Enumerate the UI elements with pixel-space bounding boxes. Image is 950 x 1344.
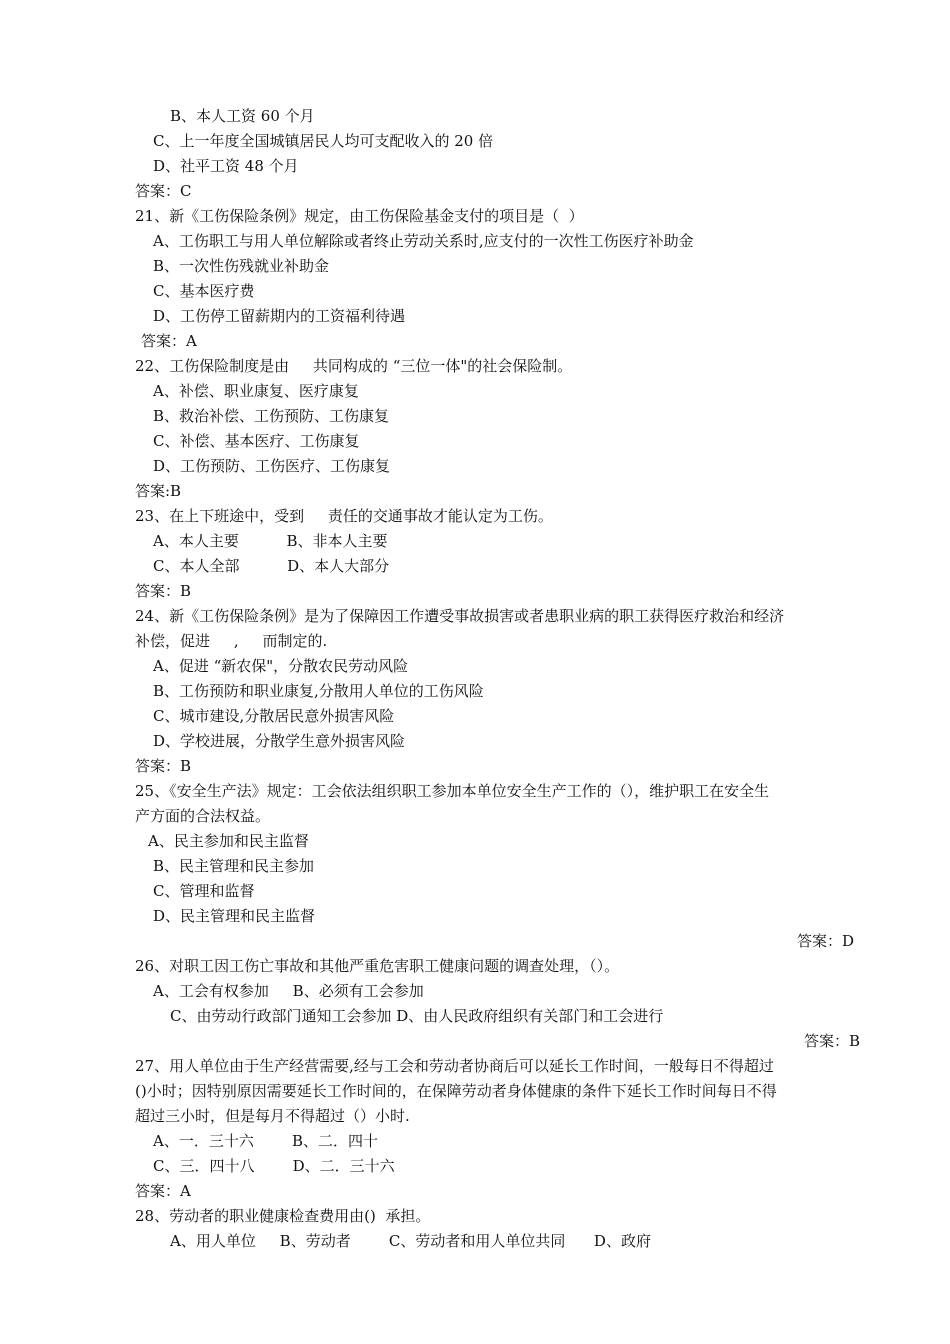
question-28: 28、劳动者的职业健康检查费用由() 承担。	[135, 1207, 431, 1225]
question-26: 26、对职工因工伤亡事故和其他严重危害职工健康问题的调查处理，（）。	[135, 957, 620, 975]
option-c: C、管理和监督	[153, 882, 255, 900]
options-cd: C、三．四十八 D、二．三十六	[153, 1157, 395, 1175]
option-b: B、一次性伤残就业补助金	[153, 257, 330, 275]
question-24-cont: 补偿，促进 , 而制定的.	[135, 632, 328, 650]
option-c: C、城市建设,分散居民意外损害风险	[153, 707, 395, 725]
question-23: 23、在上下班途中，受到 责任的交通事故才能认定为工伤。	[135, 507, 553, 525]
option-d: D、民主管理和民主监督	[153, 907, 316, 925]
option-a: A、促进 “新农保"，分散农民劳动风险	[153, 657, 409, 675]
option-a: A、民主参加和民主监督	[148, 832, 309, 850]
option-d: D、工伤停工留薪期内的工资福利待遇	[153, 307, 406, 325]
question-27-cont: ()小时；因特别原因需要延长工作时间的，在保障劳动者身体健康的条件下延长工作时间每日不得	[135, 1082, 777, 1100]
option-c: C、补偿、基本医疗、工伤康复	[153, 432, 360, 450]
question-21: 21、新《工伤保险条例》规定，由工伤保险基金支付的项目是（ ）	[135, 207, 584, 225]
option-b: B、工伤预防和职业康复,分散用人单位的工伤风险	[153, 682, 484, 700]
answer: 答案：B	[803, 1032, 860, 1050]
answer: 答案：B	[135, 582, 192, 600]
question-24: 24、新《工伤保险条例》是为了保障因工作遭受事故损害或者患职业病的职工获得医疗救治和经济	[135, 607, 785, 625]
option-c: C、基本医疗费	[153, 282, 255, 300]
options-abcd: A、用人单位 B、劳动者 C、劳动者和用人单位共同 D、政府	[170, 1232, 651, 1250]
answer: 答案：C	[135, 182, 192, 200]
answer: 答案：B	[135, 757, 192, 775]
options-ab: A、一．三十六 B、二．四十	[153, 1132, 379, 1150]
options-ab: A、本人主要 B、非本人主要	[153, 532, 388, 550]
option-b: B、民主管理和民主参加	[153, 857, 315, 875]
question-27-cont: 超过三小时，但是每月不得超过（）小时.	[135, 1107, 410, 1125]
option-d: D、工伤预防、工伤医疗、工伤康复	[153, 457, 391, 475]
option-b: B、救治补偿、工伤预防、工伤康复	[153, 407, 390, 425]
answer: 答案：A	[141, 332, 197, 350]
option-b: B、本人工资 60 个月	[170, 107, 315, 125]
option-d: D、学校进展，分散学生意外损害风险	[153, 732, 406, 750]
answer: 答案：A	[135, 1182, 191, 1200]
options-cd: C、由劳动行政部门通知工会参加 D、由人民政府组织有关部门和工会进行	[170, 1007, 664, 1025]
options-ab: A、工会有权参加 B、必须有工会参加	[153, 982, 424, 1000]
option-a: A、补偿、职业康复、医疗康复	[153, 382, 359, 400]
answer: 答案：D	[796, 932, 854, 950]
options-cd: C、本人全部 D、本人大部分	[153, 557, 390, 575]
question-25-cont: 产方面的合法权益。	[135, 807, 271, 825]
option-a: A、工伤职工与用人单位解除或者终止劳动关系时,应支付的一次性工伤医疗补助金	[153, 232, 694, 250]
option-d: D、社平工资 48 个月	[153, 157, 299, 175]
question-22: 22、工伤保险制度是由 共同构成的 “三位一体"的社会保险制。	[135, 357, 573, 375]
answer: 答案:B	[135, 482, 182, 500]
question-27: 27、用人单位由于生产经营需要,经与工会和劳动者协商后可以延长工作时间，一般每日不得超过	[135, 1057, 774, 1075]
question-25: 25、《安全生产法》规定：工会依法组织职工参加本单位安全生产工作的（），维护职工在安全生	[135, 782, 770, 800]
option-c: C、上一年度全国城镇居民人均可支配收入的 20 倍	[153, 132, 494, 150]
